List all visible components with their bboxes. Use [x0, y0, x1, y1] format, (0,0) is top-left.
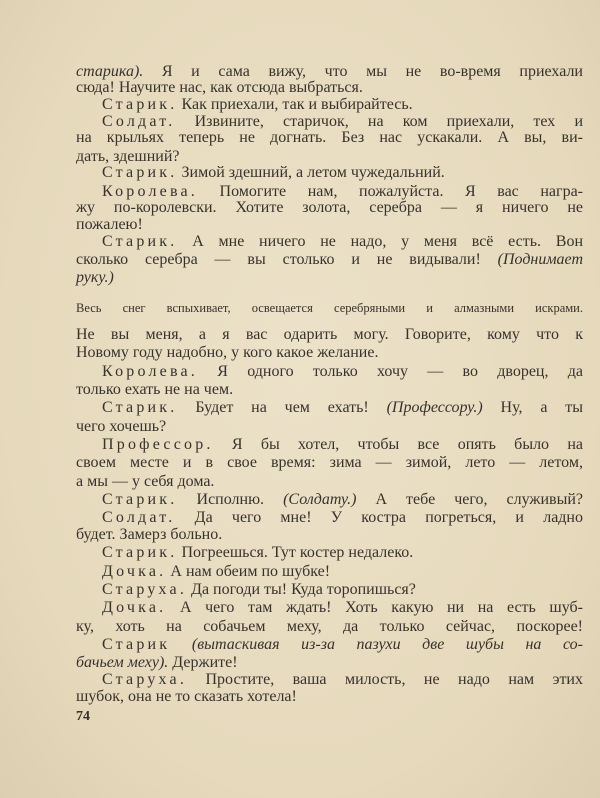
text-line — [102, 544, 583, 562]
stage-remark: бачьем меху). — [76, 654, 169, 671]
text-line — [102, 96, 583, 114]
stage-remark: старика). — [76, 63, 144, 80]
stage-direction: Весь снег вспыхивает, освещается серебряными и алмазными искрами. — [76, 301, 583, 315]
dialogue-text: Да погоди ты! Куда торопишься? — [187, 581, 416, 598]
speaker-name: Старик. — [102, 233, 178, 250]
speaker-name: Старик — [102, 636, 171, 653]
speaker-name: Старуха. — [102, 581, 188, 598]
dialogue-text: жу по-королевски. Хотите золота, серебра — я ничего не — [76, 199, 583, 216]
text-line — [76, 654, 583, 672]
dialogue-text: Простите, ваша милость, не надо нам этих — [187, 671, 583, 688]
stage-remark: (Солдату.) — [283, 491, 357, 508]
text-line — [102, 164, 583, 182]
text-line — [102, 363, 583, 381]
dialogue-text: Зимой здешний, а летом чужедальний. — [177, 164, 445, 181]
dialogue-text: будет. Замерз больно. — [76, 526, 223, 543]
text-line — [76, 251, 583, 269]
stage-remark: руку.) — [76, 269, 114, 286]
stage-remark: (Поднимает — [497, 251, 583, 268]
dialogue-text: ку, хоть на собачьем меху, да только сейчас, поскорее! — [76, 618, 583, 635]
text-line — [76, 526, 583, 544]
dialogue-text: Будет на чем ехать! — [177, 399, 387, 416]
dialogue-text: Я и сама вижу, что мы не во-время приехали — [143, 63, 583, 80]
speaker-name: Старик. — [102, 96, 178, 113]
dialogue-text: Как приехали, так и выбирайтесь. — [177, 96, 413, 113]
text-line — [76, 216, 583, 234]
speaker-name: Старик. — [102, 399, 178, 416]
dialogue-text: Да чего мне! У костра погреться, и ладно — [175, 509, 583, 526]
dialogue-text: Извините, старичок, на ком приехали, тех и — [175, 113, 583, 130]
speaker-name: Дочка. — [102, 599, 167, 616]
speaker-name: Старуха. — [102, 671, 188, 688]
dialogue-text: Новому году надобно, у кого какое желание. — [76, 344, 379, 361]
speaker-name: Старик. — [102, 491, 178, 508]
text-line — [102, 233, 583, 251]
text-line — [76, 129, 583, 147]
dialogue-text: только ехать не на чем. — [76, 381, 234, 398]
dialogue-text: сколько серебра — вы столько и не видывали! — [76, 251, 498, 268]
speaker-name: Старик. — [102, 164, 178, 181]
dialogue-text: пожалею! — [76, 216, 143, 233]
text-line — [76, 688, 583, 706]
dialogue-text: своем месте и в свое время: зима — зимой, лето — летом, — [76, 454, 583, 471]
text-line — [102, 636, 583, 654]
text-line — [102, 436, 583, 454]
text-line — [76, 381, 583, 399]
dialogue-text: А мне ничего не надо, у меня всё есть. Вон — [177, 233, 583, 250]
text-line — [102, 399, 583, 417]
stage-remark: (Профессору.) — [386, 399, 483, 416]
dialogue-text: шубок, она не то сказать хотела! — [76, 688, 297, 705]
page-number: 74 — [76, 709, 90, 724]
speaker-name: Солдат. — [102, 113, 176, 130]
text-line — [76, 269, 583, 287]
speaker-name: Солдат. — [102, 509, 176, 526]
dialogue-text: чего хочешь? — [76, 418, 167, 435]
text-line — [102, 491, 583, 509]
dialogue-text — [170, 636, 192, 653]
speaker-name: Королева. — [102, 183, 198, 200]
dialogue-text: Я бы хотел, чтобы все опять было на — [213, 436, 583, 453]
speaker-name: Дочка. — [102, 563, 167, 580]
dialogue-text: Не вы меня, а я вас одарить могу. Говорите, кому что к — [76, 326, 583, 343]
dialogue-text: А нам обеим по шубке! — [166, 563, 331, 580]
dialogue-text: Держите! — [168, 654, 238, 671]
text-line — [76, 199, 583, 217]
dialogue-text: Я одного только хочу — во дворец, да — [198, 363, 583, 380]
text-line — [76, 418, 583, 436]
dialogue-text: А тебе чего, служивый? — [356, 491, 584, 508]
dialogue-text: на крыльях теперь не догнать. Без нас ускакали. А вы, ви- — [76, 129, 583, 146]
dialogue-text: сюда! Научите нас, как отсюда выбраться. — [76, 79, 363, 96]
speaker-name: Старик. — [102, 544, 178, 561]
text-line — [102, 563, 583, 581]
text-line — [102, 671, 583, 689]
speaker-name: Профессор. — [102, 436, 214, 453]
dialogue-text: а мы — у себя дома. — [76, 473, 215, 490]
text-line — [76, 454, 583, 472]
text-line — [76, 326, 583, 344]
speaker-name: Королева. — [102, 363, 198, 380]
text-line — [76, 344, 583, 362]
text-line — [76, 79, 583, 97]
dialogue-text: Погреешься. Тут костер недалеко. — [177, 544, 414, 561]
dialogue-text: А чего там ждать! Хоть какую ни на есть шуб- — [166, 599, 583, 616]
text-line — [102, 509, 583, 527]
text-line — [76, 473, 583, 491]
stage-remark: (вытаскивая из-за пазухи две шубы на со- — [191, 636, 584, 653]
dialogue-text: дать, здешний? — [76, 148, 180, 165]
text-line — [76, 618, 583, 636]
text-line — [102, 581, 583, 599]
text-line — [102, 599, 583, 617]
dialogue-text: Ну, а ты — [482, 399, 584, 416]
dialogue-text: Помогите нам, пожалуйста. Я вас награ- — [198, 183, 583, 200]
dialogue-text: Исполню. — [177, 491, 284, 508]
